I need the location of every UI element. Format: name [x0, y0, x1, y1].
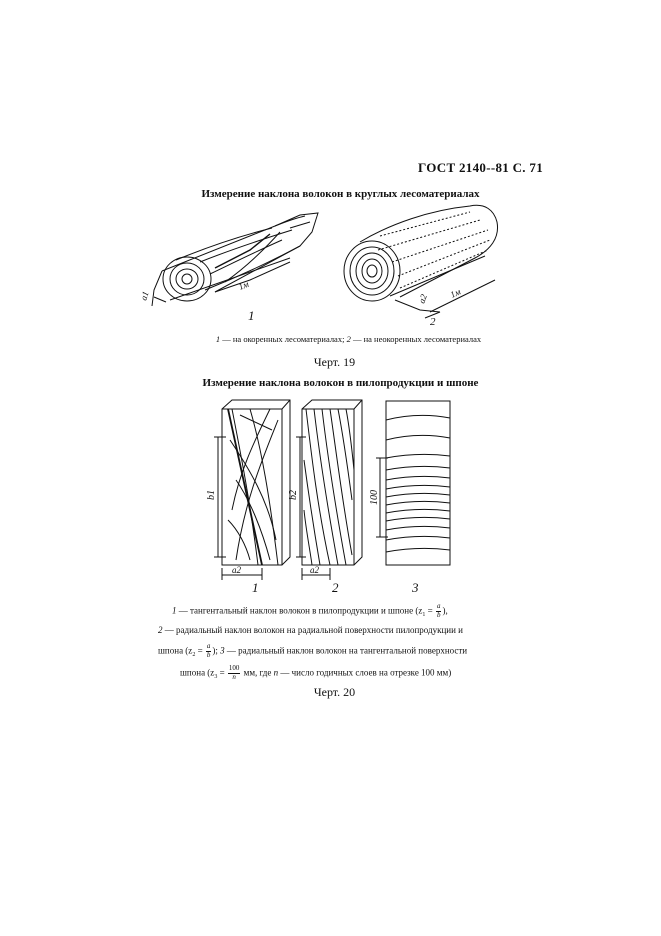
- label-block3-number: 3: [412, 580, 419, 595]
- label-block2-number: 2: [332, 580, 339, 595]
- figure-20-label: Черт. 20: [313, 685, 356, 699]
- figure-19-caption: 1 — на окоренных лесоматериалах; 2 — на неокоренных лесоматериалах: [215, 334, 482, 344]
- label-1m-log2: 1м: [448, 286, 463, 300]
- label-block1-number: 1: [252, 580, 259, 595]
- label-b1: b1: [206, 490, 217, 500]
- figure-19-label: Черт. 19: [313, 355, 356, 369]
- figure-20-caption-line-2: 2 — радиальный наклон волокон на радиальной поверхности пилопродукции и: [158, 625, 463, 635]
- standard-header: ГОСТ 2140--81 С. 71: [417, 160, 543, 175]
- label-100: 100: [369, 490, 380, 505]
- lumber-block-2: [296, 400, 362, 580]
- veneer-sheet-3: [376, 401, 450, 565]
- label-a2-block2: a2: [310, 565, 319, 575]
- label-b2: b2: [288, 490, 299, 500]
- label-a2: a2: [416, 292, 429, 305]
- label-a1: a1: [138, 289, 151, 302]
- label-1m-log1: 1м: [237, 278, 251, 292]
- figure-20-caption-line-1: 1 — тангентальный наклон волокон в пилопродукции и шпоне ($z_1$ = $\frac{a}{b}$ ),: [172, 602, 448, 619]
- section-title-round-timber: Измерение наклона волокон в круглых лесоматериалах: [201, 188, 480, 200]
- label-log2-number: 2: [430, 316, 436, 328]
- section-title-lumber-veneer: Измерение наклона волокон в пилопродукции и шпоне: [202, 377, 479, 389]
- label-log1-number: 1: [248, 308, 255, 323]
- label-a2-block1: a2: [232, 565, 241, 575]
- figure-20-caption-line-3: шпона ($z_2$ = $\frac{a}{b}$ ); 3 — радиальный наклон волокон на тангентальной поверхности: [158, 642, 468, 659]
- lumber-block-1: [214, 400, 290, 580]
- figure-20-caption-line-4: шпона ($z_3$ = $\frac{100}{n}$ мм, где n — число годичных слоев на отрезке 100 мм): [180, 664, 452, 681]
